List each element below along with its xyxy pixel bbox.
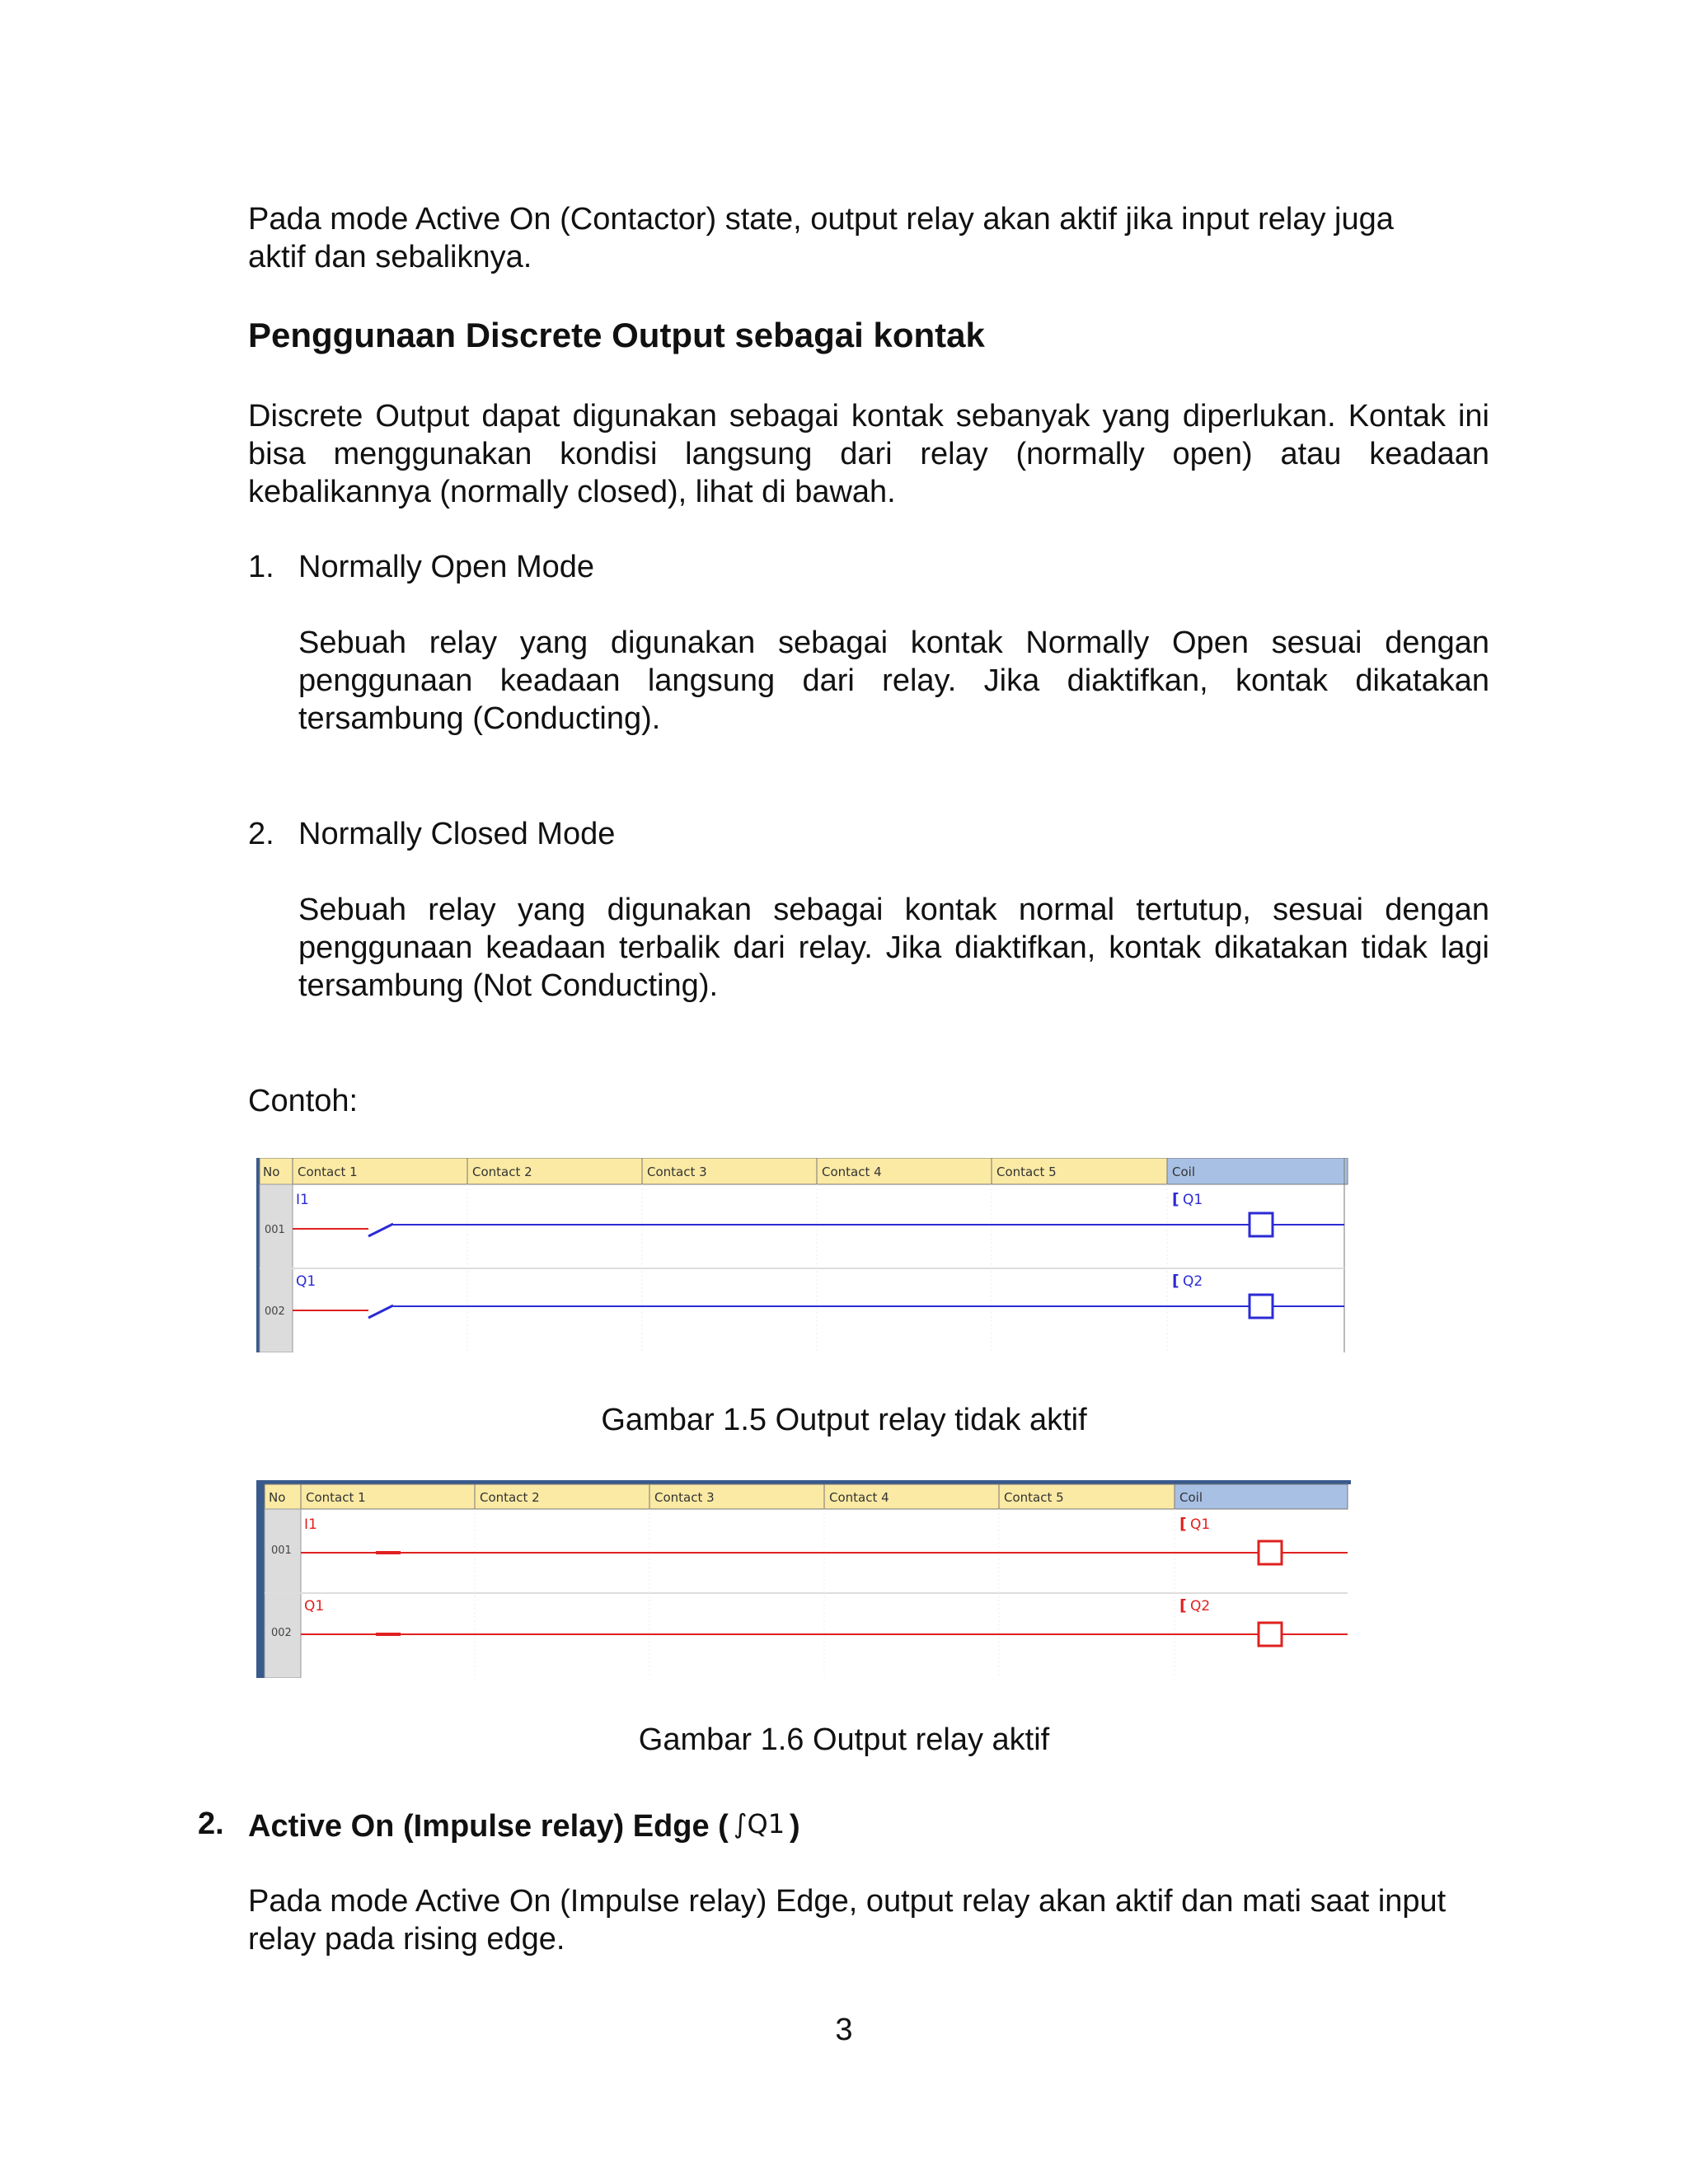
header-contact-4: Contact 4 bbox=[822, 1165, 882, 1179]
coil-box bbox=[1259, 1541, 1282, 1564]
header-contact-5: Contact 5 bbox=[996, 1165, 1057, 1179]
header-contact-5: Contact 5 bbox=[1004, 1490, 1064, 1505]
list-item-2-text: Sebuah relay yang digunakan sebagai kontak normal tertutup, sesuai dengan penggunaan keadaan terbalik dari relay. Jika diaktifkan, kontak dikatakan tidak lagi tersambung (Not Conducting). bbox=[298, 893, 1489, 1003]
coil-label: Q1 bbox=[1183, 1192, 1203, 1208]
next-section-heading bbox=[248, 1805, 800, 1845]
coil-box bbox=[1250, 1213, 1273, 1236]
coil-box bbox=[1250, 1295, 1273, 1318]
figure-1-caption: Gambar 1.5 Output relay tidak aktif bbox=[601, 1403, 1087, 1437]
row-number: 002 bbox=[271, 1627, 292, 1639]
ladder-diagram-inactive bbox=[256, 1158, 1351, 1352]
ladder-diagram-active bbox=[256, 1480, 1351, 1678]
header-contact-3: Contact 3 bbox=[654, 1490, 715, 1505]
intro-line-2: aktif dan sebaliknya. bbox=[248, 240, 532, 274]
contact-label: Q1 bbox=[296, 1273, 316, 1290]
coil-symbol: [ bbox=[1172, 1272, 1179, 1290]
section-paragraph: Discrete Output dapat digunakan sebagai kontak sebanyak yang diperlukan. Kontak ini bisa menggunakan kondisi langsung dari relay (normally open) atau keadaan kebalikannya (normally closed), lihat di bawah. bbox=[248, 399, 1489, 509]
left-border bbox=[256, 1480, 265, 1678]
contact-label: I1 bbox=[296, 1192, 309, 1208]
figure-2-caption: Gambar 1.6 Output relay aktif bbox=[638, 1722, 1050, 1757]
header-contact-3: Contact 3 bbox=[647, 1165, 707, 1179]
page-number: 3 bbox=[835, 2013, 853, 2047]
header-contact-4: Contact 4 bbox=[829, 1490, 889, 1505]
list-item-1-number: 1. bbox=[248, 550, 274, 584]
header-contact-2: Contact 2 bbox=[472, 1165, 532, 1179]
coil-symbol: [ bbox=[1179, 1596, 1187, 1615]
header-coil: Coil bbox=[1172, 1165, 1195, 1179]
contact-label: Q1 bbox=[304, 1598, 325, 1615]
contact-label: I1 bbox=[304, 1516, 317, 1533]
list-item-1-title: Normally Open Mode bbox=[298, 550, 595, 584]
coil-label: Q2 bbox=[1183, 1273, 1203, 1290]
example-label: Contoh: bbox=[248, 1084, 359, 1118]
list-item-1-text: Sebuah relay yang digunakan sebagai kontak Normally Open sesuai dengan penggunaan keadaan langsung dari relay. Jika diaktifkan, kontak dikatakan tersambung (Conducting). bbox=[298, 626, 1489, 736]
section-heading: Penggunaan Discrete Output sebagai kontak bbox=[248, 316, 985, 354]
next-section-title: Active On (Impulse relay) Edge ( bbox=[248, 1809, 729, 1844]
left-border bbox=[256, 1158, 260, 1352]
header-contact-2: Contact 2 bbox=[480, 1490, 540, 1505]
coil-label: Q2 bbox=[1190, 1598, 1211, 1615]
header-contact-1: Contact 1 bbox=[306, 1490, 366, 1505]
coil-label: Q1 bbox=[1190, 1516, 1211, 1533]
header-coil: Coil bbox=[1179, 1490, 1203, 1505]
row-number: 002 bbox=[265, 1305, 285, 1318]
header-contact-1: Contact 1 bbox=[298, 1165, 358, 1179]
next-section-title-end: ) bbox=[790, 1809, 800, 1844]
next-section-paragraph: Pada mode Active On (Impulse relay) Edge, output relay akan aktif dan mati saat input relay pada rising edge. bbox=[248, 1884, 1447, 1957]
next-section-number: 2. bbox=[198, 1807, 224, 1841]
coil-box bbox=[1259, 1623, 1282, 1646]
header-no: No bbox=[269, 1490, 286, 1505]
list-item-2-title: Normally Closed Mode bbox=[298, 817, 616, 851]
coil-symbol: [ bbox=[1172, 1190, 1179, 1208]
row-number: 001 bbox=[271, 1544, 292, 1557]
impulse-relay-icon: ∫Q1 bbox=[733, 1808, 785, 1840]
coil-symbol: [ bbox=[1179, 1515, 1187, 1533]
row-number: 001 bbox=[265, 1224, 285, 1236]
list-item-2-number: 2. bbox=[248, 817, 274, 851]
intro-line-1: Pada mode Active On (Contactor) state, output relay akan aktif jika input relay juga bbox=[248, 202, 1394, 237]
header-no: No bbox=[263, 1165, 280, 1179]
